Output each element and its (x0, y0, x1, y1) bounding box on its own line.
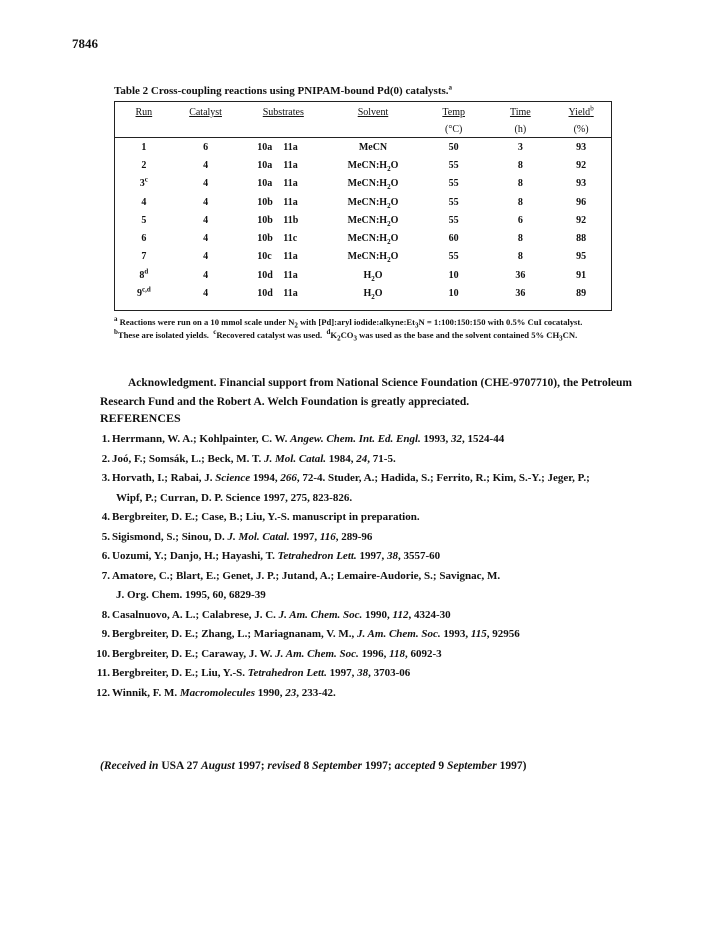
header-substrates: Substrates (262, 107, 304, 118)
reference-pages: , 3703-06 (368, 667, 411, 679)
cell-run (115, 193, 173, 211)
received-p8: September (312, 760, 362, 772)
reference-year: 1990 (255, 686, 280, 699)
cell-temp: 55 (448, 159, 459, 171)
footnote-d-sub3: 3 (559, 334, 563, 343)
cell-time: 36 (515, 269, 526, 281)
footnote-d-sub: 2 (337, 334, 341, 343)
reference-item (100, 508, 660, 528)
reference-authors: Horvath, I.; Rabai, J. (112, 472, 216, 484)
references-list (96, 430, 660, 703)
reference-item (100, 625, 660, 645)
unit-run (115, 121, 173, 138)
unit-time: (h) (490, 121, 552, 138)
substrate-1: 10d (257, 288, 273, 300)
cell-temp: 10 (448, 269, 459, 281)
table-row (115, 211, 611, 229)
reference-volume: 32 (451, 433, 463, 445)
cell-run (115, 284, 173, 302)
header-yield-label: Yield (568, 107, 591, 118)
solvent-sub: 2 (371, 293, 375, 302)
reference-volume: 118 (389, 647, 405, 660)
received-p6: revised (267, 760, 301, 772)
reference-journal: J. Am. Chem. Soc. (275, 647, 359, 660)
received-p9: 1997; (361, 760, 395, 772)
substrate-1: 10d (257, 269, 273, 281)
received-p3: 27 (183, 760, 201, 772)
cell-yield: 89 (576, 288, 587, 300)
received-p1: (Received in (100, 760, 162, 772)
solvent-main: MeCN:H (347, 251, 388, 263)
cell-catalyst: 4 (203, 214, 209, 226)
received-p11: 9 (435, 760, 447, 772)
cell-solvent (328, 193, 418, 211)
footnote-d-text-4: CN. (562, 330, 578, 340)
solvent-sub: 2 (371, 274, 375, 283)
cell-substrates (238, 229, 328, 247)
reference-year: 1984 (326, 452, 351, 465)
cell-yield: 92 (576, 214, 587, 226)
run-number: 3 (139, 178, 145, 190)
table-row (115, 175, 611, 193)
header-yield-mark: b (590, 104, 594, 113)
solvent-sub: 2 (387, 164, 391, 173)
reference-item (100, 528, 660, 548)
cell-time: 8 (517, 178, 523, 190)
cell-temp: 50 (448, 141, 459, 153)
cell-solvent (328, 284, 418, 302)
solvent-main: H (363, 288, 372, 300)
reference-volume: 38 (386, 550, 398, 562)
received-p7: 8 (300, 760, 313, 772)
footnote-c-mark: c (213, 328, 217, 337)
reference-authors: Bergbreiter, D. E.; Liu, Y.-S. (112, 667, 248, 679)
cell-yield: 95 (576, 251, 587, 263)
run-mark: d (144, 267, 149, 276)
cell-catalyst: 4 (203, 269, 209, 281)
footnote-b-text: These are isolated yields. (117, 330, 209, 340)
unit-catalyst (173, 121, 239, 138)
footnote-a-sub2: 3 (415, 321, 419, 330)
reference-sep: , (314, 530, 320, 543)
reference-sep: , (351, 667, 358, 679)
unit-solvent (328, 121, 418, 138)
received-p10: accepted (394, 760, 436, 772)
reference-volume: 38 (357, 667, 369, 679)
page-number: 7846 (72, 36, 98, 51)
reference-sep: , (383, 647, 390, 660)
reference-pages: , 1524-44 (462, 433, 505, 445)
reference-pages: , 4324-30 (408, 608, 451, 621)
reference-authors: Uozumi, Y.; Danjo, H.; Hayashi, T. (112, 550, 278, 562)
reference-authors: Joó, F.; Somsák, L.; Beck, M. T. (112, 452, 264, 465)
cell-time: 8 (517, 159, 523, 171)
cell-solvent (328, 156, 418, 174)
solvent-main: MeCN:H (347, 159, 388, 171)
reference-pages: , 6092-3 (404, 647, 442, 660)
unit-yield: (%) (551, 121, 611, 138)
solvent-tail: O (374, 288, 383, 300)
table-row (115, 229, 611, 247)
table-row (115, 193, 611, 211)
reference-item (100, 469, 660, 508)
reference-year: 1993 (420, 433, 446, 445)
table-row (115, 138, 611, 157)
reference-item (96, 664, 660, 684)
reference-volume: 112 (392, 608, 409, 621)
reference-sep: , (274, 472, 281, 484)
reference-item (100, 606, 660, 626)
cell-run (115, 229, 173, 247)
solvent-sub: 2 (387, 219, 391, 228)
table-body (115, 138, 611, 303)
cell-time: 3 (517, 141, 523, 153)
cell-catalyst: 4 (203, 159, 209, 171)
substrate-2: 11a (283, 196, 298, 208)
cell-substrates (238, 193, 328, 211)
substrate-1: 10c (257, 251, 272, 263)
solvent-sub: 2 (387, 183, 391, 192)
cell-time: 8 (517, 233, 523, 245)
acknowledgment (100, 374, 640, 412)
reference-year: 1996 (358, 647, 384, 660)
reference-pages: , 233-42. (296, 686, 336, 699)
solvent-tail: O (390, 159, 399, 171)
reference-volume: 116 (319, 530, 336, 543)
cell-run (115, 138, 173, 157)
substrate-2: 11a (283, 251, 298, 263)
cell-run (115, 211, 173, 229)
substrate-2: 11a (283, 269, 298, 281)
footnote-bcd (114, 328, 578, 343)
solvent-tail: O (390, 196, 399, 208)
cell-time: 36 (515, 288, 526, 300)
substrate-1: 10a (257, 178, 273, 190)
reference-year: 1993 (440, 628, 466, 640)
solvent-sub: 2 (387, 201, 391, 210)
cell-catalyst: 4 (203, 251, 209, 263)
reference-volume: 23 (285, 686, 297, 699)
solvent-sub: 2 (387, 238, 391, 247)
cell-yield: 93 (576, 141, 587, 153)
header-catalyst: Catalyst (189, 107, 222, 118)
received-p12: September (446, 760, 497, 772)
cell-solvent (328, 138, 418, 157)
substrate-1: 10b (257, 214, 273, 226)
footnote-a (114, 315, 583, 330)
reference-journal: J. Am. Chem. Soc. (356, 628, 441, 640)
received-line (100, 760, 526, 772)
reference-number: 9. (101, 628, 110, 640)
received-p4: August (200, 760, 235, 772)
footnote-a-sub: 2 (294, 321, 298, 330)
header-temp: Temp (442, 107, 465, 118)
run-number: 1 (141, 141, 147, 153)
cell-temp: 55 (448, 214, 459, 226)
results-table (115, 102, 611, 303)
reference-item (96, 645, 660, 665)
footnote-d-text-1: K (330, 330, 338, 340)
reference-sep: , (465, 628, 471, 640)
cell-catalyst: 6 (203, 141, 209, 153)
reference-sep: , (350, 452, 357, 465)
reference-authors: Sigismond, S.; Sinou, D. (112, 530, 228, 543)
reference-number: 5. (101, 530, 110, 543)
solvent-tail: O (390, 214, 399, 226)
reference-pages: , 72-4. Studer, A.; Hadida, S.; Ferrito, R.; Kim, S.-Y.; Jeger, P.; (296, 472, 590, 484)
header-solvent: Solvent (357, 107, 389, 118)
reference-number: 10. (96, 647, 110, 660)
substrate-1: 10a (257, 141, 273, 153)
reference-journal: J. Mol. Catal. (227, 530, 290, 543)
cell-solvent (328, 266, 418, 284)
reference-number: 12. (96, 686, 110, 699)
run-number: 8 (139, 269, 145, 281)
reference-volume: 24 (356, 452, 368, 465)
substrate-1: 10b (257, 196, 273, 208)
solvent-main: MeCN:H (347, 214, 388, 226)
cell-time: 8 (517, 196, 523, 208)
table-caption-mark: a (448, 83, 453, 92)
reference-year: 1994 (250, 472, 275, 484)
cell-yield: 92 (576, 159, 587, 171)
run-number: 7 (141, 251, 147, 263)
acknowledgment-text: Acknowledgment. Financial support from National Science Foundation (CHE-9707710), the Petroleum Research Fund and the Robert A. Welch Foundation is greatly appreciated. (100, 377, 632, 408)
run-number: 6 (141, 233, 147, 245)
reference-volume: 266 (280, 472, 297, 484)
cell-solvent (328, 211, 418, 229)
solvent-main: MeCN:H (347, 178, 388, 190)
reference-authors: Bergbreiter, D. E.; Case, B.; Liu, Y.-S. manuscript in preparation. (112, 511, 420, 523)
cell-temp: 55 (448, 196, 459, 208)
reference-number: 3. (101, 472, 110, 484)
solvent-tail: O (390, 233, 399, 245)
run-mark: c,d (141, 285, 151, 294)
reference-item (96, 684, 660, 704)
cell-time: 8 (517, 251, 523, 263)
reference-number: 8. (101, 608, 110, 621)
reference-number: 7. (101, 569, 110, 582)
cell-run (115, 266, 173, 284)
cell-run (115, 175, 173, 193)
substrate-2: 11b (283, 214, 299, 226)
cell-catalyst: 4 (203, 233, 209, 245)
reference-number: 11. (96, 667, 110, 679)
substrate-2: 11a (283, 288, 298, 300)
reference-journal: J. Am. Chem. Soc. (278, 608, 363, 621)
cell-run (115, 248, 173, 266)
run-number: 2 (141, 159, 147, 171)
reference-authors: Bergbreiter, D. E.; Zhang, L.; Mariagnanam, V. M., (112, 628, 357, 640)
reference-pages: , 71-5. (367, 452, 396, 465)
run-number: 4 (141, 196, 147, 208)
reference-year: 1997 (326, 667, 352, 679)
footnote-a-mark: a (114, 315, 118, 324)
cell-substrates (238, 284, 328, 302)
cell-temp: 60 (448, 233, 459, 245)
cell-solvent (328, 248, 418, 266)
cell-temp: 55 (448, 178, 459, 190)
results-table-frame (114, 101, 612, 311)
reference-pages: , 92956 (486, 628, 520, 640)
cell-time: 6 (517, 214, 523, 226)
cell-substrates (238, 138, 328, 157)
cell-run (115, 156, 173, 174)
received-p5: 1997; (234, 760, 268, 772)
solvent-main: H (363, 269, 372, 281)
reference-pages: , 3557-60 (397, 550, 441, 562)
cell-substrates (238, 156, 328, 174)
reference-authors: Bergbreiter, D. E.; Caraway, J. W. (112, 647, 276, 660)
unit-temp: (°C) (418, 121, 490, 138)
reference-sep: , (445, 433, 452, 445)
cell-solvent (328, 175, 418, 193)
footnote-d-text-3: was used as the base and the solvent contained 5% CH (356, 330, 560, 340)
reference-year: 1997 (289, 530, 315, 543)
run-number: 5 (141, 214, 147, 226)
reference-year: 1997 (356, 550, 382, 562)
footnote-b-mark: b (114, 328, 118, 337)
cell-yield: 91 (576, 269, 587, 281)
substrate-2: 11a (283, 178, 298, 190)
solvent-tail: O (374, 269, 383, 281)
table-row (115, 284, 611, 302)
footnote-d-mark: d (326, 328, 331, 337)
references-title: REFERENCES (100, 411, 181, 425)
footnote-a-text-1: Reactions were run on a 10 mmol scale under N (117, 317, 295, 327)
reference-item (100, 547, 660, 567)
solvent-tail: O (390, 178, 399, 190)
unit-substrates (238, 121, 328, 138)
substrate-2: 11a (283, 159, 298, 171)
table-header-row (115, 102, 611, 121)
table-unit-row (115, 121, 611, 138)
cell-substrates (238, 175, 328, 193)
cell-catalyst: 4 (203, 178, 209, 190)
received-p2: USA (161, 760, 184, 772)
reference-item (100, 430, 660, 450)
reference-number: 6. (101, 550, 110, 562)
cell-temp: 10 (448, 288, 459, 300)
reference-journal: Macromolecules (179, 686, 256, 699)
footnote-a-text-2: with [Pd]:aryl iodide:alkyne:Et (297, 317, 416, 327)
reference-volume: 115 (470, 628, 487, 640)
table-row (115, 156, 611, 174)
reference-sep: , (279, 686, 286, 699)
cell-solvent (328, 229, 418, 247)
reference-continuation: Wipf, P.; Curran, D. P. Science 1997, 275, 823-826. (116, 491, 353, 504)
reference-journal: Science (215, 472, 251, 484)
table-row (115, 248, 611, 266)
cell-yield: 93 (576, 178, 587, 190)
substrate-2: 11c (283, 233, 298, 245)
reference-authors: Casalnuovo, A. L.; Calabrese, J. C. (112, 608, 279, 621)
reference-number: 4. (101, 511, 110, 523)
reference-authors: Winnik, F. M. (112, 686, 180, 699)
reference-journal: J. Mol. Catal. (263, 452, 327, 465)
cell-temp: 55 (448, 251, 459, 263)
cell-catalyst: 4 (203, 288, 209, 300)
header-run: Run (135, 107, 153, 118)
reference-authors: Amatore, C.; Blart, E.; Genet, J. P.; Jutand, A.; Lemaire-Audorie, S.; Savignac, M. (112, 569, 501, 582)
cell-yield: 96 (576, 196, 587, 208)
footnote-d-sub2: 3 (353, 334, 357, 343)
table-caption-text: Table 2 Cross-coupling reactions using PNIPAM-bound Pd(0) catalysts. (114, 85, 449, 97)
received-p13: 1997) (496, 760, 527, 772)
reference-journal: Angew. Chem. Int. Ed. Engl. (290, 433, 421, 445)
header-yield (551, 102, 611, 121)
reference-pages: , 289-96 (335, 530, 373, 543)
reference-journal: Tetrahedron Lett. (247, 667, 327, 679)
reference-year: 1990 (362, 608, 388, 621)
footnote-d-text-2: CO (340, 330, 354, 340)
table-row (115, 266, 611, 284)
footnote-a-text-3: N = 1:100:150:150 with 0.5% CuI cocatalyst. (418, 317, 583, 327)
reference-sep: , (387, 608, 393, 621)
cell-substrates (238, 211, 328, 229)
substrate-1: 10b (257, 233, 273, 245)
reference-authors: Herrmann, W. A.; Kohlpainter, C. W. (112, 433, 291, 445)
run-number: 9 (136, 288, 142, 300)
cell-substrates (238, 248, 328, 266)
footnote-c-text: Recovered catalyst was used. (216, 330, 323, 340)
reference-item (100, 450, 660, 470)
reference-number: 2. (101, 452, 110, 465)
run-mark: c (144, 175, 148, 184)
solvent-main: MeCN:H (347, 196, 388, 208)
cell-catalyst: 4 (203, 196, 209, 208)
solvent-tail: O (390, 251, 399, 263)
cell-yield: 88 (576, 233, 587, 245)
solvent-sub: 2 (387, 256, 391, 265)
header-time: Time (509, 107, 531, 118)
cell-substrates (238, 266, 328, 284)
table-caption (114, 85, 452, 97)
reference-journal: Tetrahedron Lett. (277, 550, 357, 562)
substrate-2: 11a (283, 141, 298, 153)
solvent-main: MeCN:H (347, 233, 388, 245)
reference-item (100, 567, 660, 606)
substrate-1: 10a (257, 159, 273, 171)
reference-number: 1. (101, 433, 110, 445)
solvent-main: MeCN (358, 141, 388, 153)
reference-continuation: J. Org. Chem. 1995, 60, 6829-39 (116, 589, 266, 601)
reference-sep: , (381, 550, 387, 562)
